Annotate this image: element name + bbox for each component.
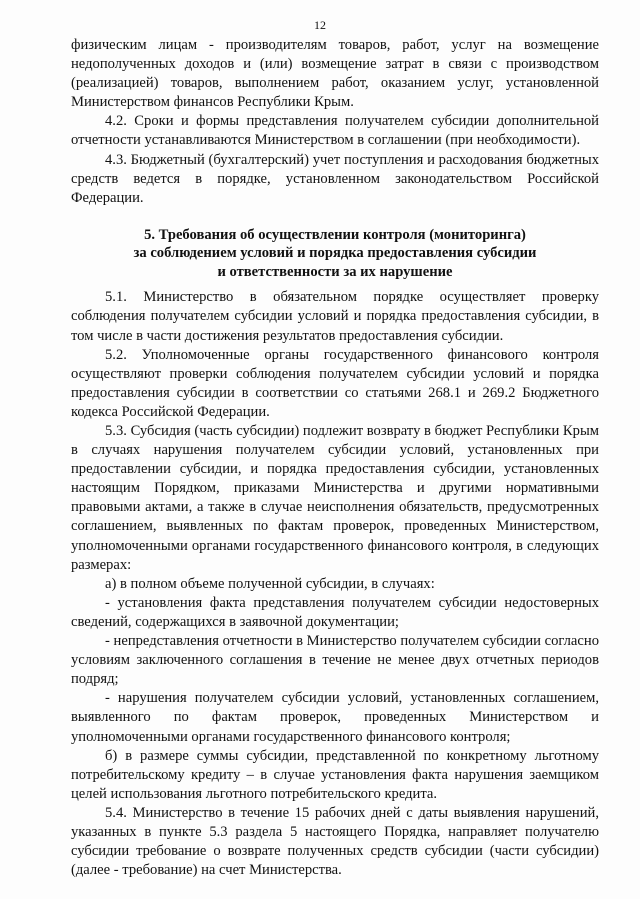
paragraph-item-a: а) в полном объеме полученной субсидии, в случаях:	[105, 575, 435, 592]
paragraph-5-1: 5.1. Министерство в обязательном порядке осуществляет проверку соблюдения получателем субсидии условий и порядка предоставления субсидии, в том числе в части достижения результатов предоставления субсидии.	[71, 289, 599, 344]
paragraph-4-2: 4.2. Сроки и формы представления получателем субсидии дополнительной отчетности устанавливаются Министерством в соглашении (при необходимости).	[71, 113, 599, 149]
paragraph-5-2: 5.2. Уполномоченные органы государственного финансового контроля осуществляют проверки соблюдения получателем субсидии условий и порядка предоставления субсидии в соответствии со статьями 268.1 и 269.2 Бюджетного кодекса Российской Федерации.	[71, 346, 599, 420]
paragraph-5-3: 5.3. Субсидия (часть субсидии) подлежит возврату в бюджет Республики Крым в случаях нарушения получателем субсидии условий, установленных при предоставлении субсидии, и порядка предоставления субсидии, установленных настоящим Порядком, приказами Министерства и другими нормативными правовыми актами, а также в случае неисполнения обязательств, предусмотренных соглашением, выявленных по фактам проверок, проведенных Министерством, уполномоченными органами государственного финансового контроля, в следующих размерах:	[71, 423, 599, 573]
section-heading	[71, 226, 599, 282]
section-heading-line-3: и ответственности за их нарушение	[217, 263, 453, 280]
paragraph-5-4: 5.4. Министерство в течение 15 рабочих дней с даты выявления нарушений, указанных в пункте 5.3 раздела 5 настоящего Порядка, направляет получателю субсидии требование о возврате полученных средств субсидии (части субсидии) (далее - требование) на счет Министерства.	[71, 804, 599, 879]
paragraph-item-b: б) в размере суммы субсидии, представленной по конкретному льготному потребительскому кредиту – в случае установления факта нарушения заемщиком целей использования льготного потребительского кредита.	[71, 747, 599, 802]
document-body	[71, 36, 599, 880]
paragraph-bullet-1: - установления факта представления получателем субсидии недостоверных сведений, содержащихся в заявочной документации;	[71, 594, 599, 630]
paragraph-continuation: физическим лицам - производителям товаров, работ, услуг на возмещение недополученных доходов и (или) возмещение затрат в связи с производством (реализацией) товаров, выполнением работ, оказанием услуг, установленной Министерством финансов Республики Крым.	[71, 37, 599, 111]
paragraph-bullet-2: - непредставления отчетности в Министерство получателем субсидии согласно условиям заключенного соглашения в течение не менее двух отчетных периодов подряд;	[71, 633, 599, 688]
page-number: 12	[314, 18, 326, 32]
section-heading-line-1: 5. Требования об осуществлении контроля (мониторинга)	[144, 226, 526, 243]
paragraph-bullet-3: - нарушения получателем субсидии условий, установленных соглашением, выявленного по фактам проверок, проведенных Министерством и уполномоченными органами государственного финансового контроля;	[71, 690, 599, 745]
paragraph-4-3: 4.3. Бюджетный (бухгалтерский) учет поступления и расходования бюджетных средств ведется в порядке, установленном законодательством Российской Федерации.	[71, 151, 599, 206]
section-heading-line-2: за соблюдением условий и порядка предоставления субсидии	[133, 245, 537, 262]
